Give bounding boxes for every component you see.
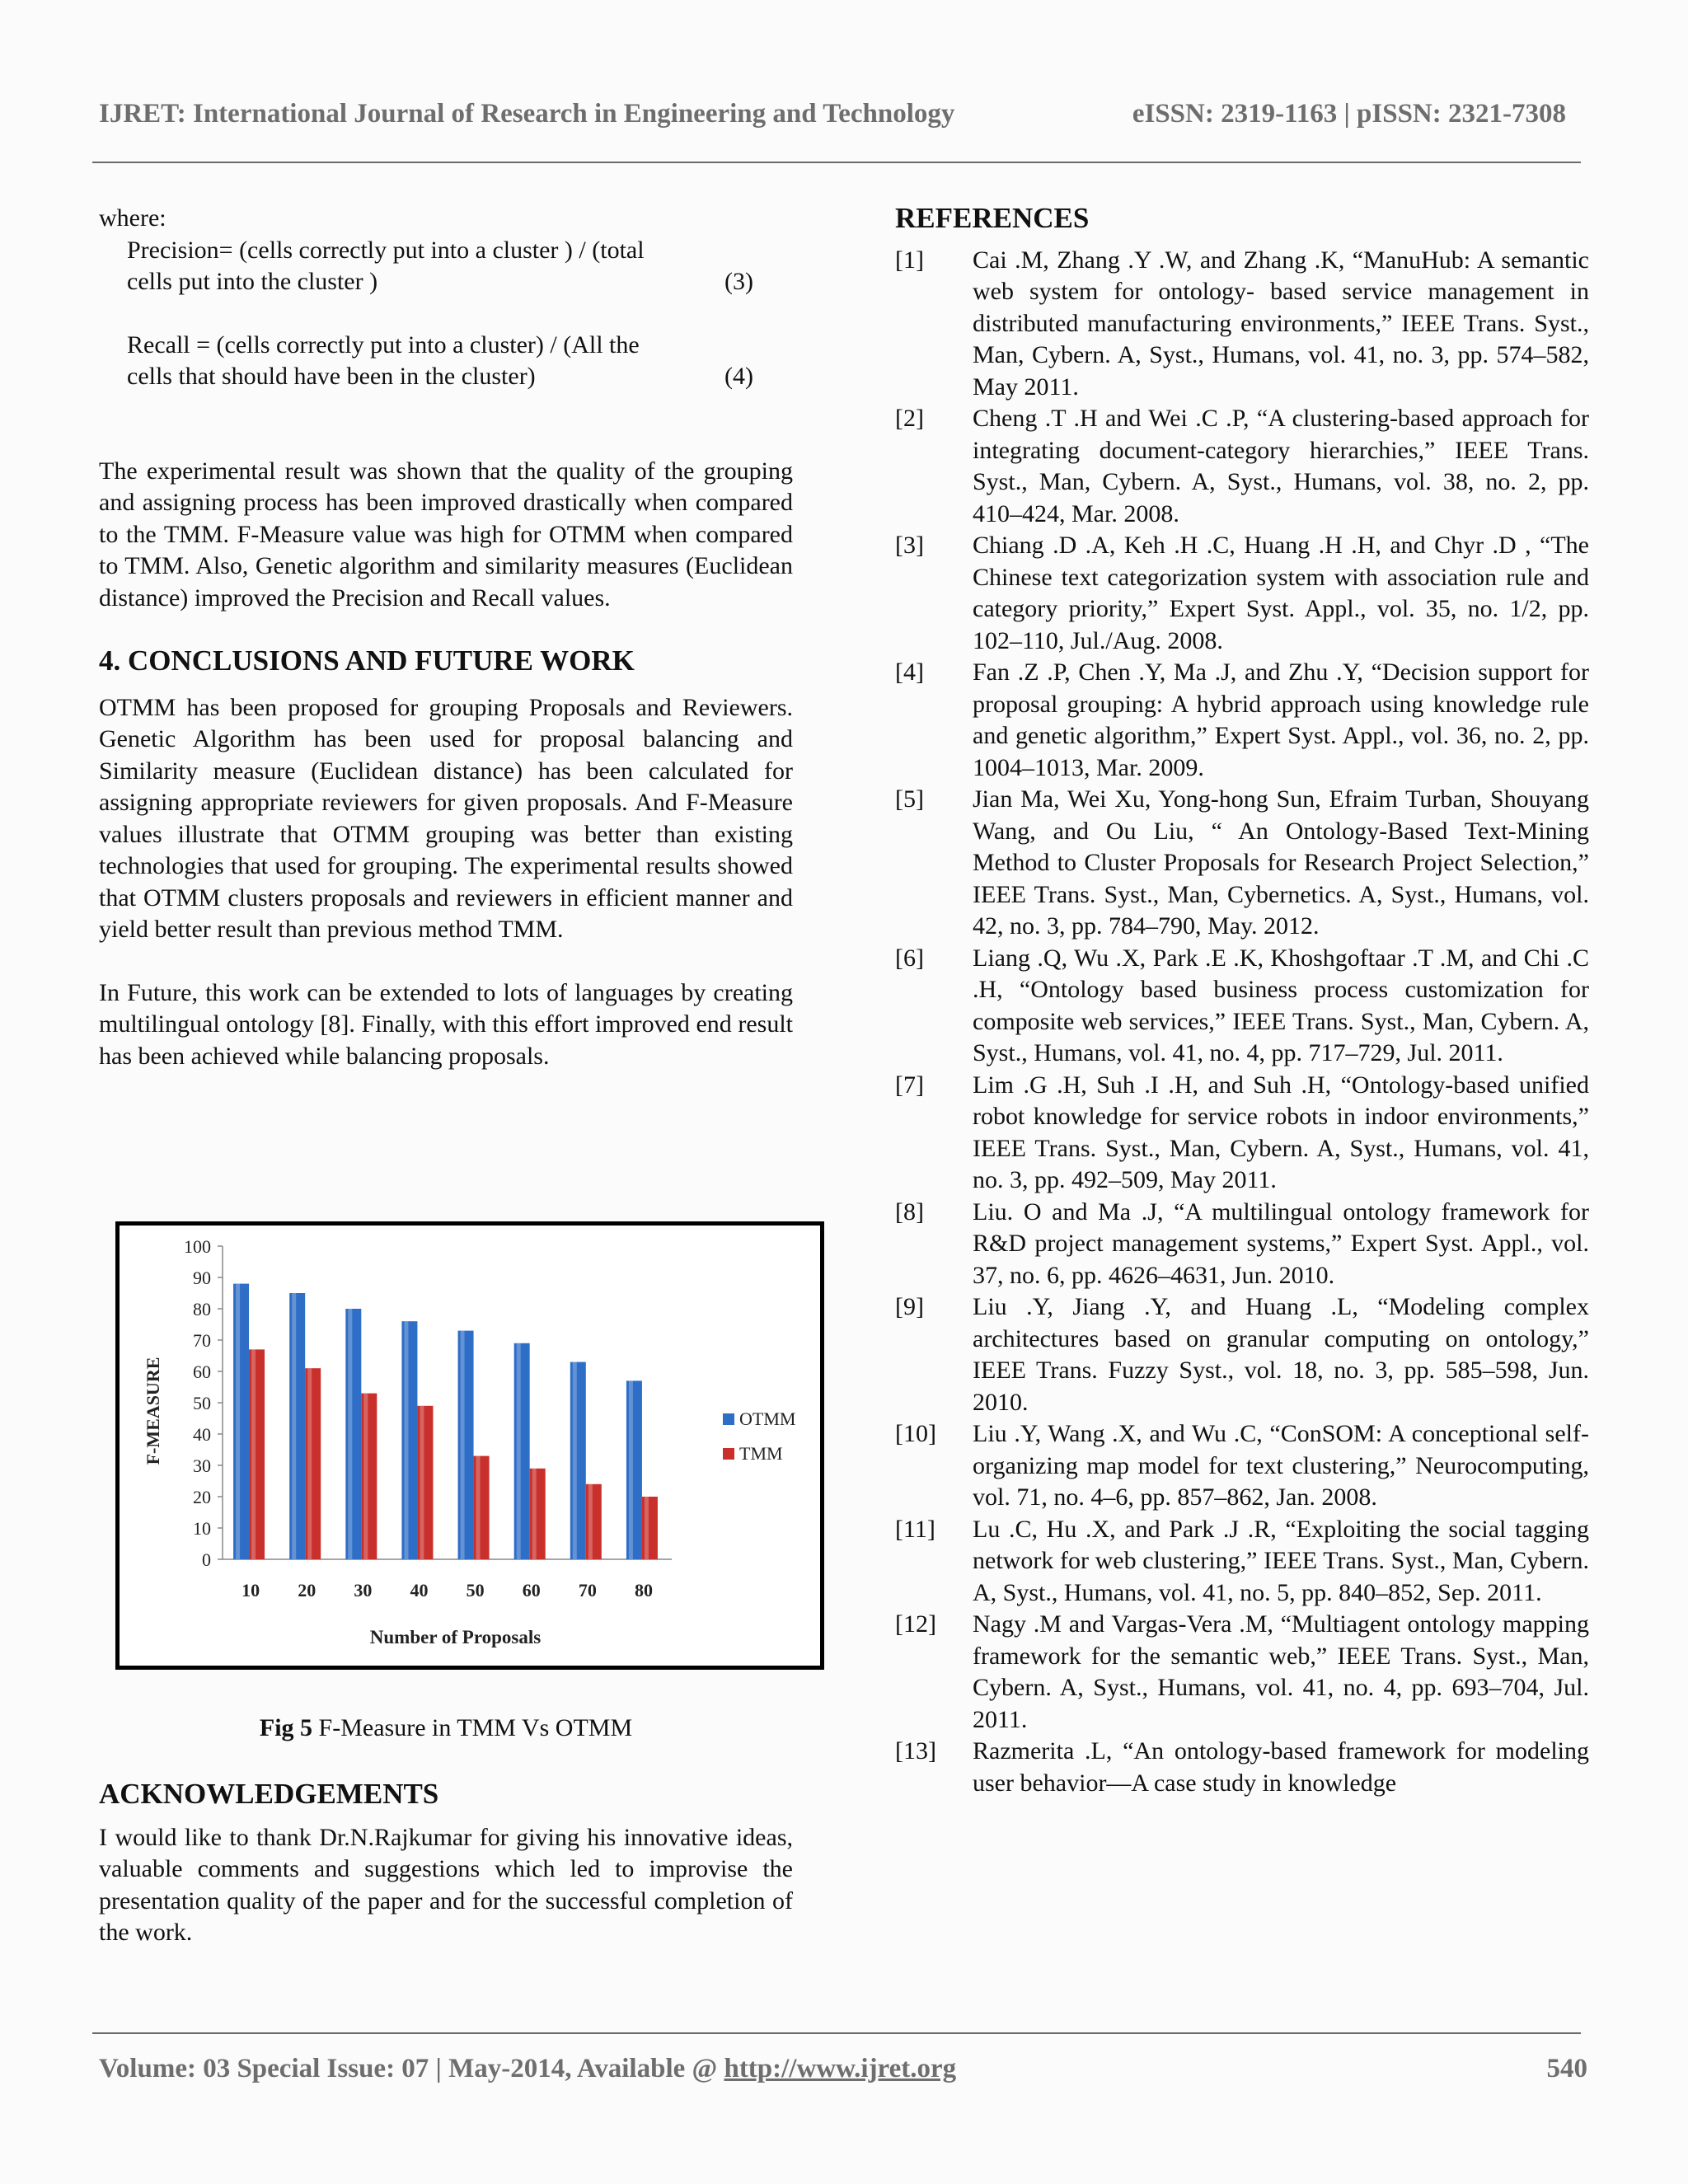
reference-item [895,1609,1589,1736]
legend-label-otmm: OTMM [739,1408,796,1429]
bar-highlight [292,1293,296,1559]
reference-text: Cai .M, Zhang .Y .W, and Zhang .K, “ManuHub: A semantic web system for ontology- based service management in distributed manufacturing environments,” IEEE Trans. Syst., Man, Cybern. A, Syst., Humans, vol. 41, no. 3, pp. 574–582, May 2011. [973,246,1589,401]
footer-rule [92,2032,1581,2034]
bar-highlight [532,1469,537,1559]
legend-label-tmm: TMM [739,1443,783,1464]
where-label: where: [99,204,166,232]
figure-label: Fig 5 [259,1714,313,1741]
legend-swatch-otmm [723,1413,734,1425]
y-tick-label: 20 [193,1487,211,1507]
left-column [99,203,793,1072]
reference-item [895,403,1589,530]
y-tick-label: 90 [193,1268,211,1288]
precision-formula-text: Precision= (cells correctly put into a cluster ) / (total cells put into the cluster ) [127,236,645,295]
header-rule [92,162,1581,163]
acknowledgements-heading: ACKNOWLEDGEMENTS [99,1778,439,1810]
bar-tmm-50 [474,1456,490,1559]
reference-text: Jian Ma, Wei Xu, Yong-hong Sun, Efraim Turban, Shouyang Wang, and Ou Liu, “ An Ontology-Based Text-Mining Method to Cluster Proposals for Research Project Selection,” IEEE Trans. Syst., Man, Cybernetics. A, Syst., Humans, vol. 42, no. 3, pp. 784–790, May. 2012. [973,785,1589,940]
bar-otmm-20 [289,1293,305,1559]
conclusions-paragraph: OTMM has been proposed for grouping Proposals and Reviewers. Genetic Algorithm has been used for proposal balancing and Similarity measure (Euclidean distance) has been calculated for assigning appropriate reviewers for given proposals. And F-Measure values illustrate that OTMM grouping was better than existing technologies that used for grouping. The experimental results showed that OTMM clusters proposals and reviewers in efficient manner and yield better result than previous method TMM. [99,693,793,943]
bar-otmm-70 [570,1362,586,1559]
reference-item [895,657,1589,784]
bar-highlight [307,1368,312,1559]
reference-text: Nagy .M and Vargas-Vera .M, “Multiagent ontology mapping framework for the semantic web,” IEEE Trans. Syst., Man, Cybern. A, Syst., Humans, vol. 41, no. 4, pp. 693–704, Jul. 2011. [973,1610,1589,1733]
y-tick-label: 100 [184,1236,211,1257]
reference-item [895,1736,1589,1799]
bar-highlight [588,1484,593,1559]
bar-tmm-80 [642,1497,658,1559]
x-tick-label: 40 [410,1580,429,1601]
journal-url-link[interactable]: http://www.ijret.org [724,2054,957,2083]
y-tick-label: 30 [193,1455,211,1476]
bar-highlight [251,1349,256,1559]
bar-highlight [420,1406,424,1559]
reference-text: Liu. O and Ma .J, “A multilingual ontology framework for R&D project management systems,” Expert Syst. Appl., vol. 37, no. 6, pp. 4626–4631, Jun. 2010. [973,1197,1589,1289]
recall-formula-text: Recall = (cells correctly put into a cluster) / (All the cells that should have been in the cluster) [127,330,640,390]
reference-item [895,943,1589,1070]
page-header [99,99,1566,140]
y-tick-label: 70 [193,1330,211,1351]
bar-highlight [476,1456,481,1559]
result-paragraph: The experimental result was shown that the quality of the grouping and assigning process has been improved drastically when compared to the TMM. F-Measure value was high for OTMM when compared to TMM. Also, Genetic algorithm and similarity measures (Euclidean distance) improved the Precision and Recall values. [99,457,793,612]
y-tick-label: 40 [193,1424,211,1445]
y-tick-label: 10 [193,1518,211,1539]
x-tick-label: 80 [634,1580,653,1601]
bar-highlight [573,1362,577,1559]
precision-formula [127,235,753,298]
bar-otmm-80 [626,1380,642,1559]
bar-highlight [645,1497,649,1559]
x-tick-label: 60 [522,1580,541,1601]
x-tick-label: 50 [466,1580,485,1601]
x-tick-label: 30 [354,1580,373,1601]
figure-caption [99,1714,793,1742]
equation-number-4: (4) [724,363,753,390]
reference-text: Fan .Z .P, Chen .Y, Ma .J, and Zhu .Y, “Decision support for proposal grouping: A hybrid approach using knowledge rule and genetic algorithm,” Expert Syst. Appl., vol. 36, no. 2, pp. 1004–1013, Mar. 2009. [973,658,1589,781]
reference-number: [1] [895,246,924,274]
bar-otmm-60 [514,1343,530,1559]
x-tick-label: 20 [298,1580,316,1601]
reference-text: Cheng .T .H and Wei .C .P, “A clustering-based approach for integrating document-category hierarchies,” IEEE Trans. Syst., Man, Cybern. A, Syst., Humans, vol. 38, no. 2, pp. 410–424, Mar. 2008. [973,405,1589,527]
reference-number: [13] [895,1737,936,1765]
reference-item [895,784,1589,943]
reference-list [895,245,1589,1800]
reference-number: [10] [895,1420,936,1447]
reference-text: Lim .G .H, Suh .I .H, and Suh .H, “Ontology-based unified robot knowledge for service robots in indoor environments,” IEEE Trans. Syst., Man, Cybern. A, Syst., Humans, vol. 41, no. 3, pp. 492–509, May 2011. [973,1071,1589,1193]
reference-text: Lu .C, Hu .X, and Park .J .R, “Exploiting the social tagging network for web clustering,” IEEE Trans. Syst., Man, Cybern. A, Syst., Humans, vol. 41, no. 5, pp. 840–852, Sep. 2011. [973,1515,1589,1606]
recall-formula [127,330,753,393]
acknowledgements-paragraph: I would like to thank Dr.N.Rajkumar for giving his innovative ideas, valuable comments and suggestions which led to improvise the presentation quality of the paper and for the successful completion of the work. [99,1823,793,1946]
bar-tmm-70 [586,1484,602,1559]
reference-text: Liang .Q, Wu .X, Park .E .K, Khoshgoftaar .T .M, and Chi .C .H, “Ontology based business process customization for composite web services,” IEEE Trans. Syst., Man, Cybern. A, Syst., Humans, vol. 41, no. 4, pp. 717–729, Jul. 2011. [973,944,1589,1066]
reference-item [895,1418,1589,1514]
page-footer [99,2054,1587,2090]
legend-swatch-tmm [723,1448,734,1460]
x-tick-label: 70 [578,1580,597,1601]
acknowledgements-section [99,1779,793,1949]
y-tick-label: 50 [193,1393,211,1413]
chart-svg [120,1226,820,1666]
bar-tmm-30 [361,1394,377,1559]
bar-highlight [363,1394,368,1559]
bar-highlight [629,1380,633,1559]
bar-otmm-30 [345,1309,361,1559]
page-number: 540 [1546,2054,1587,2083]
reference-number: [7] [895,1071,924,1099]
reference-number: [9] [895,1293,924,1320]
journal-title: IJRET: International Journal of Research in Engineering and Technology [99,99,955,129]
reference-number: [5] [895,785,924,813]
reference-text: Liu .Y, Jiang .Y, and Huang .L, “Modeling complex architectures based on granular computing on ontology,” IEEE Trans. Fuzzy Syst., vol. 18, no. 3, pp. 585–598, Jun. 2010. [973,1293,1589,1416]
x-tick-label: 10 [241,1580,260,1601]
bar-highlight [348,1309,352,1559]
bar-highlight [517,1343,521,1559]
bar-highlight [236,1284,240,1559]
reference-number: [12] [895,1610,936,1638]
bar-tmm-40 [417,1406,433,1559]
future-work-paragraph: In Future, this work can be extended to lots of languages by creating multilingual ontology [8]. Finally, with this effort improved end result has been achieved while balancing proposals. [99,978,793,1070]
references-section [895,203,1589,1799]
bar-tmm-20 [305,1368,321,1559]
x-axis-title: Number of Proposals [369,1627,542,1647]
bar-otmm-10 [233,1284,249,1559]
bar-otmm-50 [458,1331,474,1559]
references-heading: REFERENCES [895,202,1090,234]
reference-number: [6] [895,944,924,972]
y-tick-label: 0 [202,1549,211,1570]
equation-number-3: (3) [724,268,753,295]
y-tick-label: 80 [193,1299,211,1319]
reference-number: [8] [895,1197,924,1226]
reference-item [895,1514,1589,1610]
reference-item [895,1197,1589,1292]
f-measure-chart [115,1221,824,1670]
bar-highlight [404,1321,408,1559]
reference-text: Chiang .D .A, Keh .H .C, Huang .H .H, and Chyr .D , “The Chinese text categorization system with association rule and category priority,” Expert Syst. Appl., vol. 35, no. 1/2, pp. 102–110, Jul./Aug. 2008. [973,532,1589,654]
reference-number: [4] [895,658,924,686]
reference-item [895,1070,1589,1197]
issn-info: eISSN: 2319-1163 | pISSN: 2321-7308 [1132,99,1566,129]
reference-item [895,530,1589,657]
bar-otmm-40 [401,1321,417,1559]
bar-tmm-60 [530,1469,546,1559]
reference-number: [3] [895,532,924,559]
volume-info: Volume: 03 Special Issue: 07 | May-2014, Available @ [99,2054,724,2083]
figure-caption-text: F-Measure in TMM Vs OTMM [318,1714,633,1741]
y-axis-title: F-MEASURE [143,1357,163,1465]
reference-text: Razmerita .L, “An ontology-based framework for modeling user behavior—A case study in knowledge [973,1737,1589,1797]
bar-tmm-10 [249,1349,265,1559]
reference-number: [2] [895,405,924,432]
bar-highlight [461,1331,465,1559]
reference-item [895,1291,1589,1418]
reference-item [895,245,1589,404]
y-tick-label: 60 [193,1361,211,1382]
conclusions-heading: 4. CONCLUSIONS AND FUTURE WORK [99,644,635,677]
reference-number: [11] [895,1515,935,1543]
reference-text: Liu .Y, Wang .X, and Wu .C, “ConSOM: A conceptional self-organizing map model for text clustering,” Neurocomputing, vol. 71, no. 4–6, pp. 857–862, Jan. 2008. [973,1420,1589,1511]
